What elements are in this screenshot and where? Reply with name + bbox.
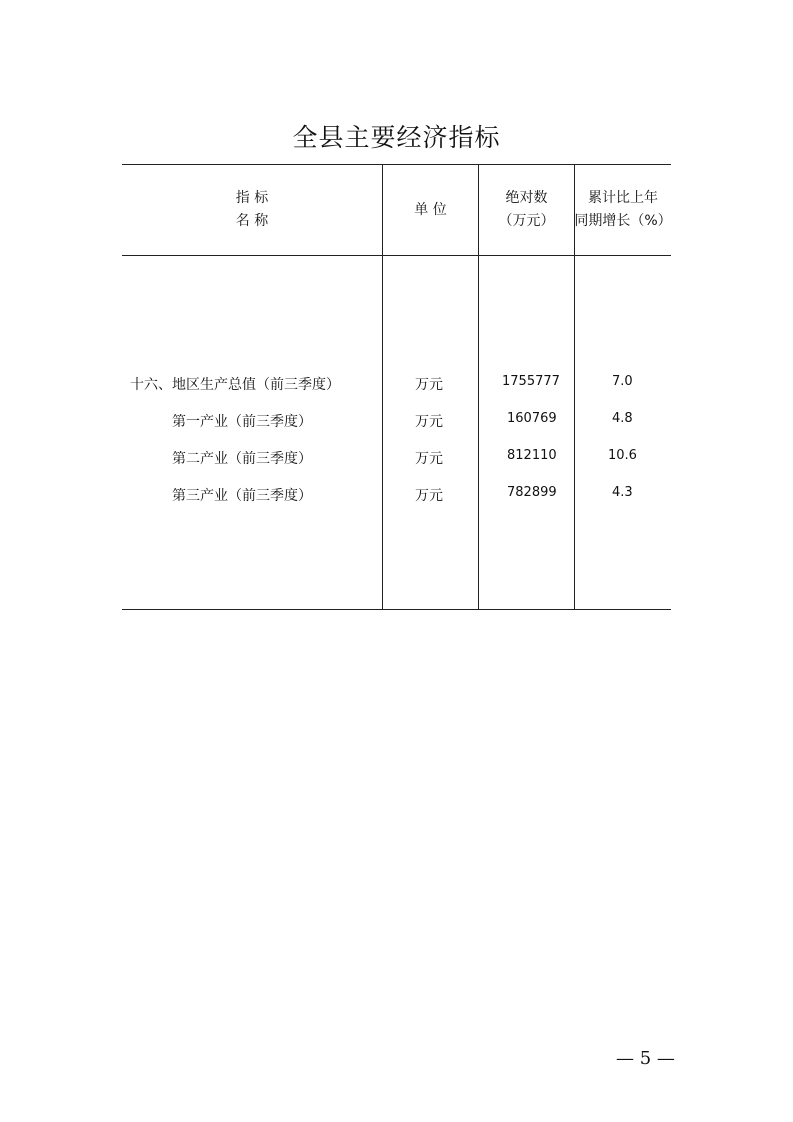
row-name: 十六、地区生产总值（前三季度）	[130, 377, 340, 393]
header-absolute-line1: 绝对数	[505, 190, 548, 206]
table-row	[122, 411, 671, 431]
header-absolute	[479, 165, 574, 255]
header-unit	[383, 165, 478, 255]
row-unit: 万元	[415, 451, 443, 467]
row-growth: 7.0	[612, 374, 633, 389]
page-number: — 5 —	[616, 1048, 675, 1069]
indicator-table	[122, 164, 671, 610]
header-growth	[575, 165, 671, 255]
row-name: 第二产业（前三季度）	[172, 451, 312, 467]
row-name: 第三产业（前三季度）	[172, 488, 312, 504]
header-divider	[122, 255, 671, 256]
page-title: 全县主要经济指标	[292, 123, 501, 152]
row-value: 1755777	[502, 374, 560, 389]
row-unit: 万元	[415, 488, 443, 504]
table-row	[122, 485, 671, 505]
row-value: 782899	[507, 485, 557, 500]
row-growth: 4.8	[612, 411, 633, 426]
header-unit-label: 单 位	[414, 201, 447, 218]
row-unit: 万元	[415, 377, 443, 393]
row-name: 第一产业（前三季度）	[172, 414, 312, 430]
row-growth: 4.3	[612, 485, 633, 500]
header-absolute-line2: （万元）	[498, 213, 555, 229]
table-row	[122, 448, 671, 468]
row-unit: 万元	[415, 414, 443, 430]
header-indicator-line1: 指 标	[235, 190, 269, 206]
header-growth-line1: 累计比上年	[588, 190, 658, 206]
header-growth-line2: 同期增长（%）	[574, 213, 672, 229]
table-row	[122, 374, 671, 394]
row-growth: 10.6	[608, 448, 637, 463]
header-indicator-line2: 名 称	[235, 213, 269, 229]
row-value: 160769	[507, 411, 557, 426]
row-value: 812110	[507, 448, 557, 463]
header-indicator-name	[122, 165, 382, 255]
